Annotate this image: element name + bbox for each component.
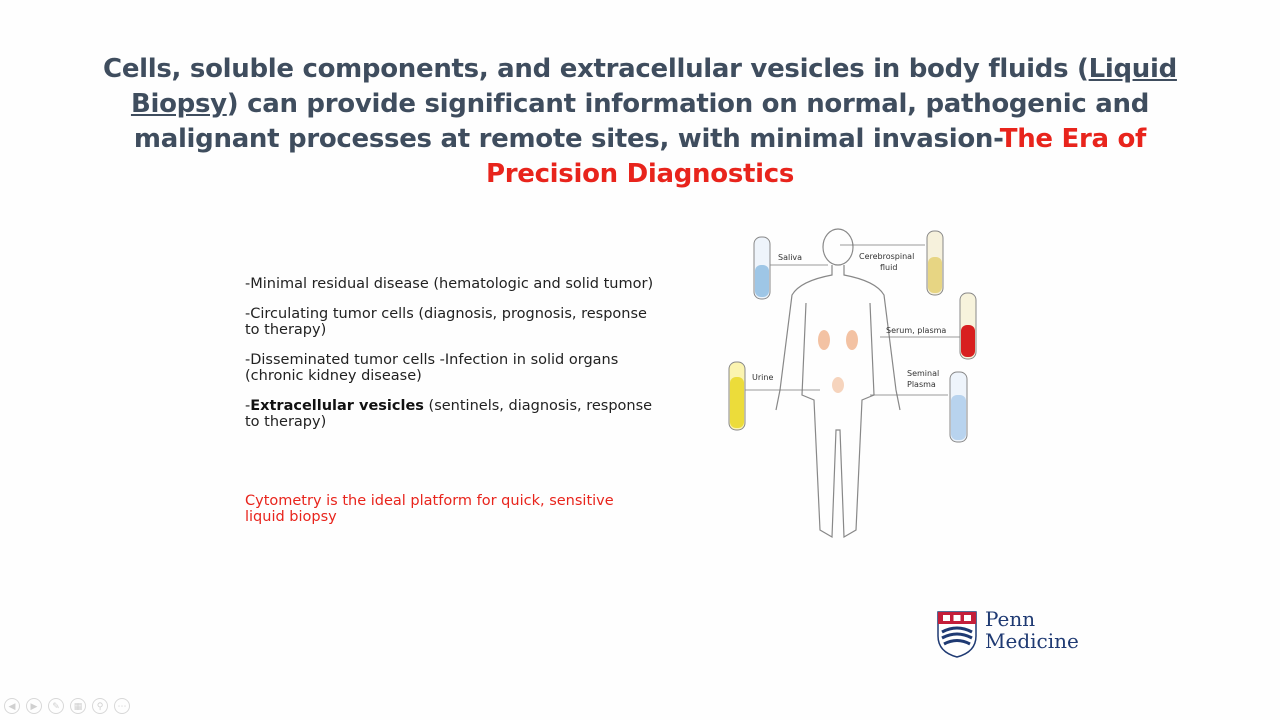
- bullet-item: -Minimal residual disease (hematologic and solid tumor): [245, 276, 654, 292]
- bullet-item: -Circulating tumor cells (diagnosis, prognosis, response to therapy): [245, 306, 647, 338]
- previous-icon[interactable]: ◀: [4, 698, 20, 714]
- seminal-tube-icon: [950, 372, 967, 442]
- slides-icon[interactable]: ▦: [70, 698, 86, 714]
- urine-label: Urine: [752, 373, 774, 382]
- bullet-bold: Extracellular vesicles: [250, 398, 424, 414]
- slideshow-controls: [4, 698, 130, 716]
- saliva-label: Saliva: [778, 253, 803, 262]
- csf-label-line2: fluid: [880, 263, 898, 272]
- seminal-label: Seminal: [907, 369, 940, 378]
- body-fluids-figure: [720, 225, 990, 545]
- saliva-tube-icon: [754, 237, 770, 299]
- penn-shield-icon: [936, 610, 978, 658]
- next-icon[interactable]: ▶: [26, 698, 42, 714]
- bullet-prefix: -: [245, 398, 251, 414]
- pen-icon[interactable]: ✎: [48, 698, 64, 714]
- logo-line1: Penn: [985, 607, 1036, 631]
- bullet-rest: (sentinels, diagnosis, response to therapy): [245, 398, 653, 430]
- callout-text: Cytometry is the ideal platform for quick, sensitive liquid biopsy: [245, 493, 614, 525]
- penn-medicine-logo: [936, 608, 1081, 660]
- seminal-label-line2: Plasma: [907, 380, 936, 389]
- serum-tube-icon: [960, 293, 976, 359]
- serum-label: Serum, plasma: [886, 326, 947, 335]
- csf-label: Cerebrospinal: [859, 252, 915, 261]
- title-highlight: The Era of Precision Diagnostics: [485, 124, 1147, 189]
- bullet-item: -Disseminated tumor cells -Infection in solid organs (chronic kidney disease): [245, 352, 619, 384]
- csf-tube-icon: [927, 231, 943, 295]
- title-part2: ) can provide significant information on normal, pathogenic and malignant processes at remote sites, with minimal invasion-: [133, 89, 1150, 154]
- zoom-icon[interactable]: ⚲: [92, 698, 108, 714]
- title-liquid-biopsy: Liquid Biopsy: [130, 54, 1177, 119]
- bullet-item: [245, 398, 655, 430]
- bullet-list: [245, 276, 655, 444]
- title-part1: Cells, soluble components, and extracellular vesicles in body fluids (: [103, 54, 1089, 84]
- more-icon[interactable]: ⋯: [114, 698, 130, 714]
- logo-line2: Medicine: [985, 629, 1079, 653]
- logo-text: [985, 608, 1079, 652]
- slide-title: [100, 52, 1180, 192]
- urine-tube-icon: [729, 362, 745, 430]
- kidneys-icon: [818, 330, 858, 393]
